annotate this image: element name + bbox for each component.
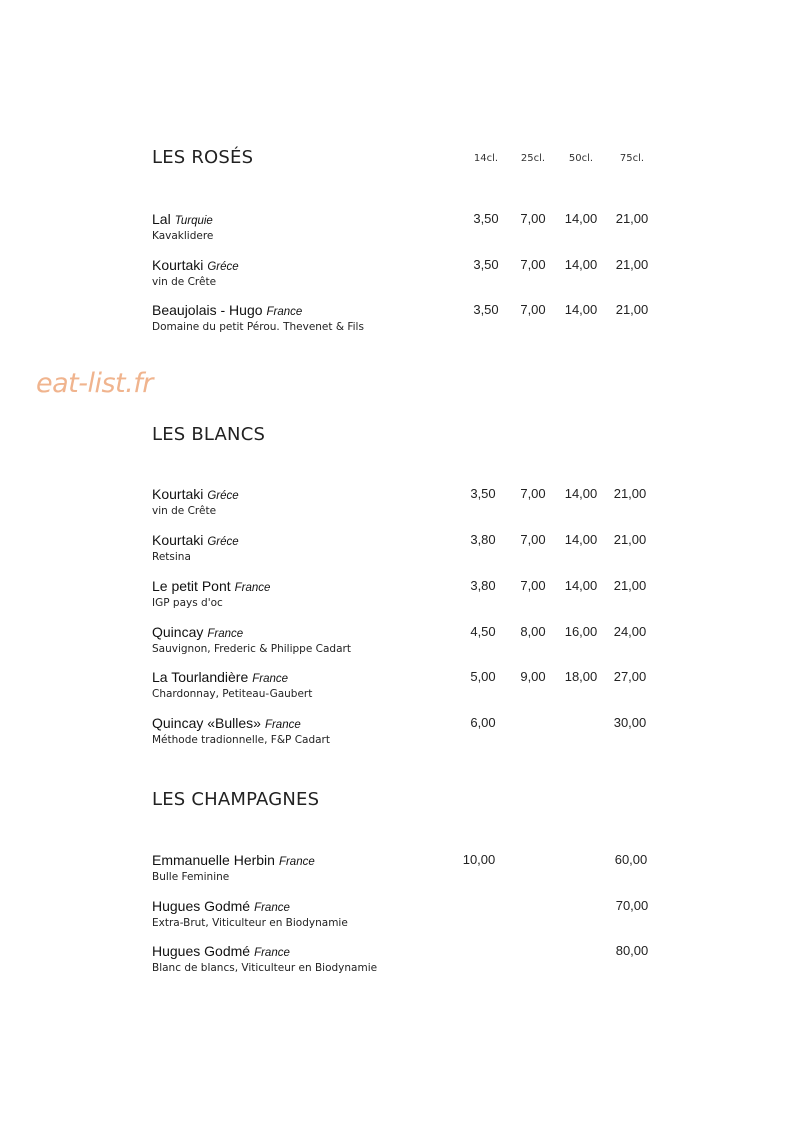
wine-origin: France [264, 719, 301, 731]
price-75cl: 21,00 [613, 532, 647, 547]
wine-origin: Gréce [207, 261, 239, 273]
price-14cl: 3,50 [473, 211, 499, 226]
wine-name: Kourtaki Gréce [152, 486, 239, 502]
price-75cl: 24,00 [613, 624, 647, 639]
price-50cl: 14,00 [564, 302, 598, 317]
wine-description: vin de Crête [152, 505, 217, 517]
wine-description: Bulle Feminine [152, 871, 230, 883]
wine-item [152, 578, 672, 618]
wine-item [152, 257, 672, 297]
column-header-75cl: 75cl. [619, 153, 645, 164]
watermark: eat-list.fr [36, 368, 153, 399]
price-50cl: 14,00 [564, 257, 598, 272]
wine-name: Quincay «Bulles» France [152, 715, 301, 731]
wine-name: Beaujolais - Hugo France [152, 302, 303, 318]
wine-name: Lal Turquie [152, 211, 213, 227]
wine-name: La Tourlandière France [152, 669, 289, 685]
price-75cl: 60,00 [614, 852, 648, 867]
wine-item [152, 852, 672, 892]
wine-description: vin de Crête [152, 276, 217, 288]
column-header-25cl: 25cl. [520, 153, 546, 164]
price-50cl: 18,00 [564, 669, 598, 684]
wine-item [152, 715, 672, 755]
wine-origin: France [252, 673, 289, 685]
wine-origin: France [266, 306, 303, 318]
wine-origin: France [234, 582, 271, 594]
price-75cl: 30,00 [613, 715, 647, 730]
wine-item [152, 486, 672, 526]
price-25cl: 8,00 [520, 624, 546, 639]
price-75cl: 80,00 [615, 943, 649, 958]
wine-item [152, 669, 672, 709]
wine-origin: Gréce [207, 490, 239, 502]
price-75cl: 70,00 [615, 898, 649, 913]
price-50cl: 16,00 [564, 624, 598, 639]
wine-description: Kavaklidere [152, 230, 214, 242]
price-75cl: 21,00 [615, 302, 649, 317]
wine-item [152, 211, 672, 251]
price-14cl: 3,80 [470, 578, 496, 593]
wine-description: Blanc de blancs, Viticulteur en Biodynamie [152, 962, 378, 974]
column-header-14cl: 14cl. [473, 153, 499, 164]
price-25cl: 7,00 [520, 302, 546, 317]
price-75cl: 21,00 [613, 486, 647, 501]
price-75cl: 21,00 [615, 211, 649, 226]
wine-description: IGP pays d'oc [152, 597, 223, 609]
price-14cl: 3,50 [470, 486, 496, 501]
wine-item [152, 302, 672, 342]
wine-name: Emmanuelle Herbin France [152, 852, 315, 868]
wine-name: Kourtaki Gréce [152, 257, 239, 273]
wine-description: Sauvignon, Frederic & Philippe Cadart [152, 643, 351, 655]
wine-item [152, 898, 672, 938]
wine-origin: France [207, 628, 244, 640]
price-25cl: 7,00 [520, 578, 546, 593]
wine-name: Hugues Godmé France [152, 898, 290, 914]
section-title: LES ROSÉS [152, 147, 254, 168]
section-title: LES BLANCS [152, 424, 266, 445]
wine-name: Kourtaki Gréce [152, 532, 239, 548]
wine-description: Méthode tradionnelle, F&P Cadart [152, 734, 330, 746]
wine-origin: France [278, 856, 315, 868]
wine-origin: France [254, 947, 290, 959]
section-title: LES CHAMPAGNES [152, 789, 320, 810]
wine-description: Domaine du petit Pérou. Thevenet & Fils [152, 321, 364, 333]
price-14cl: 3,80 [470, 532, 496, 547]
price-50cl: 14,00 [564, 578, 598, 593]
price-50cl: 14,00 [564, 211, 598, 226]
wine-description: Extra-Brut, Viticulteur en Biodynamie [152, 917, 348, 929]
price-14cl: 6,00 [470, 715, 496, 730]
price-50cl: 14,00 [564, 532, 598, 547]
price-14cl: 3,50 [473, 257, 499, 272]
wine-origin: France [254, 902, 290, 914]
price-25cl: 7,00 [520, 257, 546, 272]
wine-origin: Turquie [174, 215, 213, 227]
price-25cl: 7,00 [520, 532, 546, 547]
price-75cl: 27,00 [613, 669, 647, 684]
wine-name: Hugues Godmé France [152, 943, 290, 959]
price-75cl: 21,00 [613, 578, 647, 593]
wine-name: Le petit Pont France [152, 578, 271, 594]
wine-description: Retsina [152, 551, 191, 563]
wine-item [152, 943, 672, 983]
price-14cl: 3,50 [473, 302, 499, 317]
price-75cl: 21,00 [615, 257, 649, 272]
price-14cl: 4,50 [470, 624, 496, 639]
price-14cl: 10,00 [462, 852, 496, 867]
price-25cl: 7,00 [520, 211, 546, 226]
price-50cl: 14,00 [564, 486, 598, 501]
wine-item [152, 624, 672, 664]
price-14cl: 5,00 [470, 669, 496, 684]
wine-origin: Gréce [207, 536, 239, 548]
column-header-50cl: 50cl. [568, 153, 594, 164]
price-25cl: 9,00 [520, 669, 546, 684]
wine-description: Chardonnay, Petiteau-Gaubert [152, 688, 313, 700]
price-25cl: 7,00 [520, 486, 546, 501]
wine-item [152, 532, 672, 572]
wine-name: Quincay France [152, 624, 244, 640]
